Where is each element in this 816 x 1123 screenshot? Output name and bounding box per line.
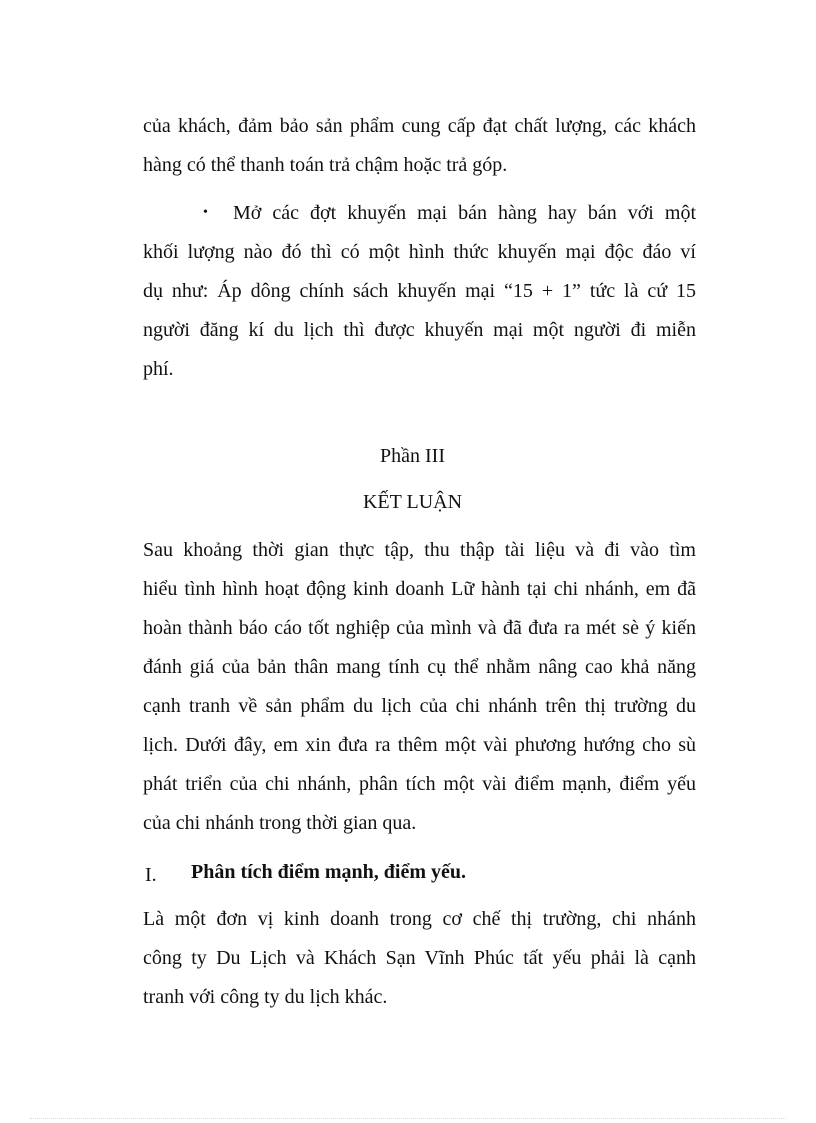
conclusion-line-1: Sau khoảng thời gian thực tập, thu thập tài liệu và đi vào tìm: [143, 539, 696, 561]
section-title: KẾT LUẬN: [362, 491, 463, 513]
last-para-line-3: tranh với công ty du lịch khác.: [143, 986, 388, 1008]
section-part-label: Phần III: [380, 445, 445, 467]
bullet-line-1: Mở các đợt khuyến mại bán hàng hay bán với một: [233, 202, 696, 224]
bullet-line-3: dụ như: Áp dông chính sách khuyến mại “15 + 1” tức là cứ 15: [143, 280, 696, 302]
intro-line-2: hàng có thể thanh toán trả chậm hoặc trả góp.: [143, 154, 508, 176]
conclusion-line-3: hoàn thành báo cáo tốt nghiệp của mình và đã đưa ra mét sè ý kiến: [143, 617, 696, 639]
intro-line-1: của khách, đảm bảo sản phẩm cung cấp đạt chất lượng, các khách: [143, 115, 696, 137]
bullet-line-2: khối lượng nào đó thì có một hình thức khuyến mại độc đáo ví: [143, 241, 696, 263]
heading-text: Phân tích điểm mạnh, điểm yếu.: [191, 861, 467, 883]
last-para-line-2: công ty Du Lịch và Khách Sạn Vĩnh Phúc tất yếu phải là cạnh: [143, 947, 696, 969]
bullet-line-5: phí.: [143, 358, 174, 380]
bullet-line-4: người đăng kí du lịch thì được khuyến mại một người đi miễn: [143, 319, 696, 341]
conclusion-line-5: cạnh tranh về sản phẩm du lịch của chi nhánh trên thị trường du: [143, 695, 696, 717]
bullet-marker: •: [203, 205, 208, 220]
conclusion-line-6: lịch. Dưới đây, em xin đưa ra thêm một vài phương hướng cho sù: [143, 734, 696, 756]
heading-number: I.: [145, 864, 157, 886]
conclusion-line-2: hiểu tình hình hoạt động kinh doanh Lữ hành tại chi nhánh, em đã: [143, 578, 696, 600]
conclusion-line-7: phát triển của chi nhánh, phân tích một vài điểm mạnh, điểm yếu: [143, 773, 696, 795]
conclusion-line-8: của chi nhánh trong thời gian qua.: [143, 812, 417, 834]
page-bottom-rule: [30, 1118, 786, 1119]
conclusion-line-4: đánh giá của bản thân mang tính cụ thể nhằm nâng cao khả năng: [143, 656, 696, 678]
last-para-line-1: Là một đơn vị kinh doanh trong cơ chế thị trường, chi nhánh: [143, 908, 696, 930]
